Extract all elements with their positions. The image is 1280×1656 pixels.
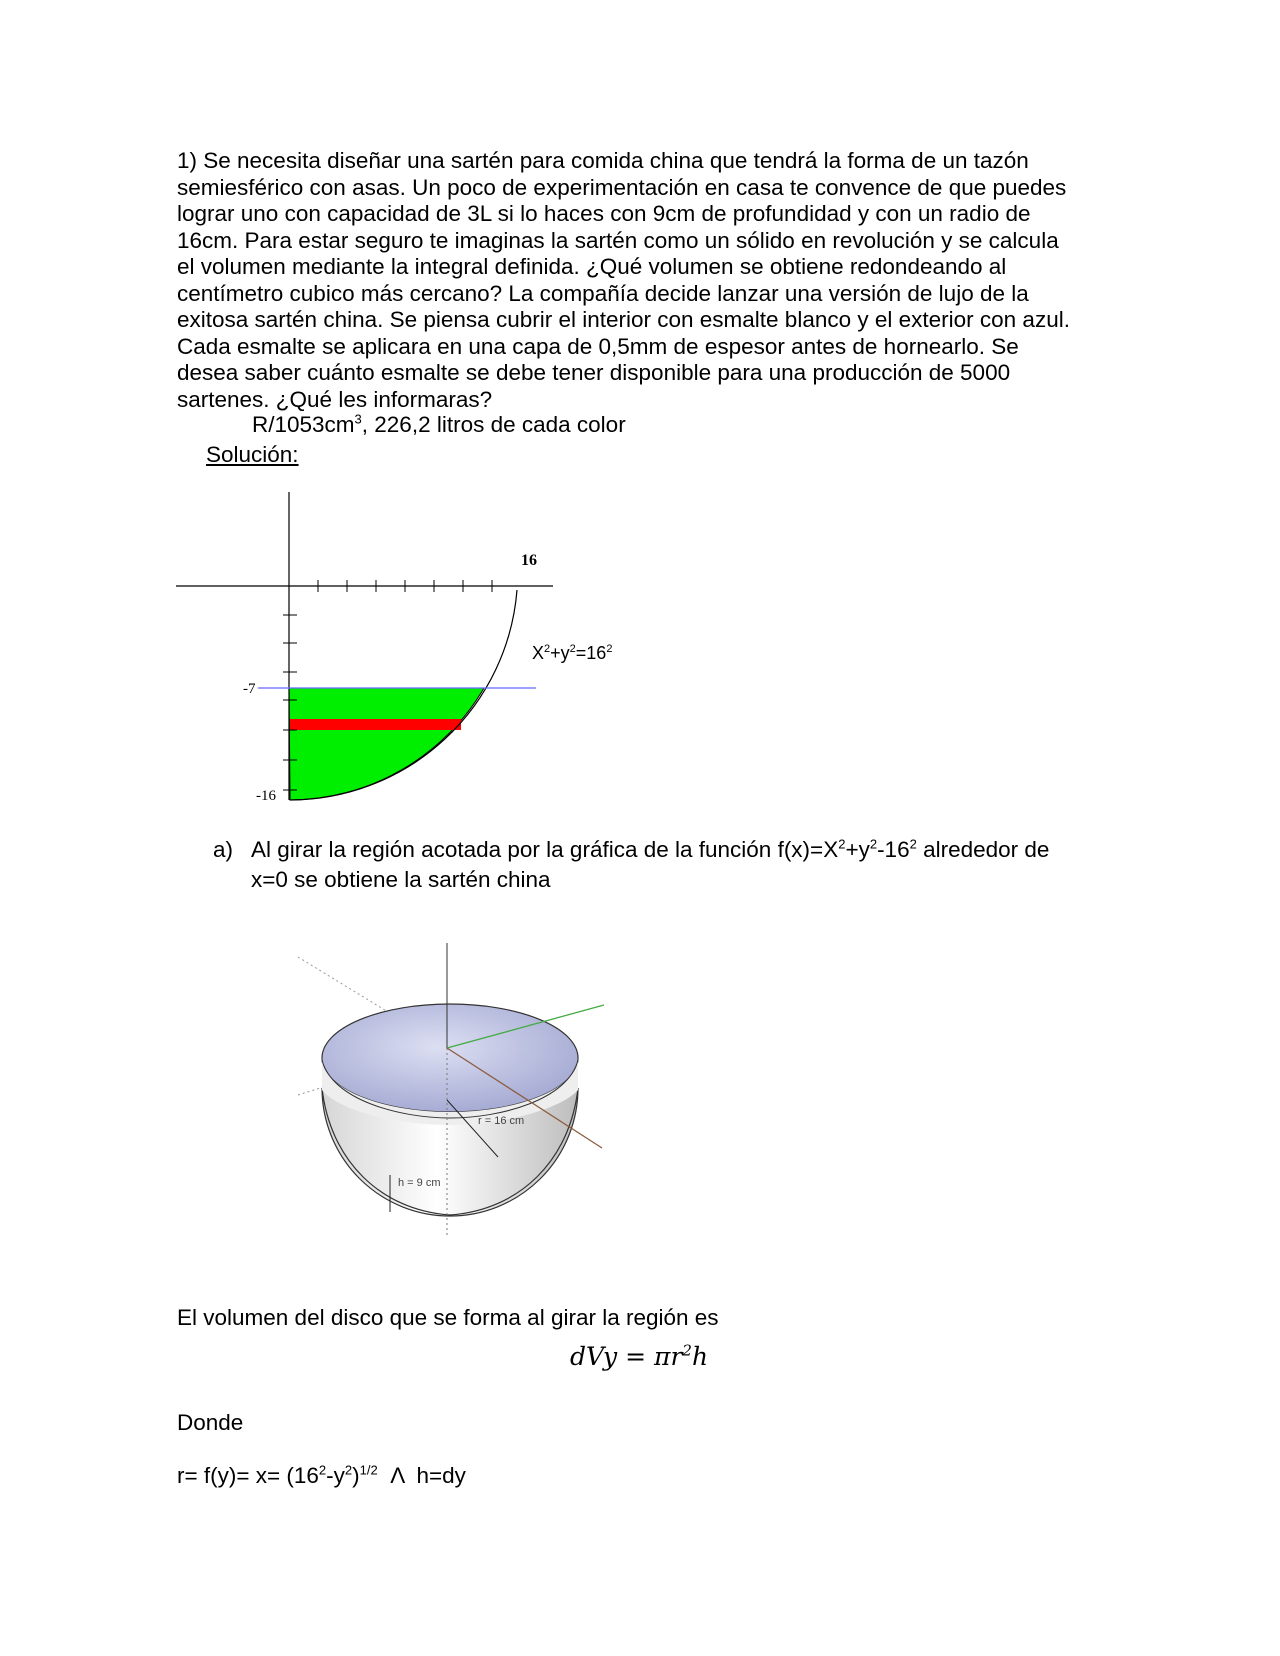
problem-line: Cada esmalte se aplicara en una capa de 0,5mm de espesor antes de hornearlo. Se <box>177 333 1019 359</box>
donde-label: Donde <box>177 1410 244 1435</box>
problem-line: 1) Se necesita diseñar una sartén para comida china que tendrá la forma de un tazón <box>177 148 1029 173</box>
problem-line: semiesférico con asas. Un poco de experimentación en casa te convence de que puedes <box>177 174 1067 200</box>
answer-sup: 3 <box>354 411 362 427</box>
problem-line: 16cm. Para estar seguro te imaginas la sartén como un sólido en revolución y se calcula <box>177 227 1059 253</box>
problem-line: centímetro cubico más cercano? La compañía decide lanzar una versión de lujo de la <box>177 280 1029 306</box>
label-neg7: -7 <box>243 681 256 697</box>
r-definition: $r= f(y)= x= (16^2-y^2)^{1/2}$ Λ h=dy <box>177 1462 466 1488</box>
radius-label: r = 16 cm <box>478 1115 525 1127</box>
solution-label: Solución: <box>206 442 299 467</box>
label-16: 16 <box>521 552 537 569</box>
answer-line <box>252 412 626 438</box>
problem-line: exitosa sartén china. Se piensa cubrir el interior con esmalte blanco y el exterior con azul. <box>177 307 1070 332</box>
circle-equation: $X^2+y^2=16^2$ <box>532 643 613 663</box>
height-label: h = 9 cm <box>398 1177 441 1189</box>
region-graph <box>176 492 636 812</box>
bowl-illustration <box>290 935 610 1235</box>
problem-line: sartenes. ¿Qué les informaras? <box>177 386 493 412</box>
item-a-line-1: Al girar la región acotada por la gráfica de la función $f(x)=X^2+y^2-16^2$ alrededor de <box>251 836 1050 862</box>
bowl-rim <box>322 1004 578 1112</box>
item-a-label: a) <box>213 837 234 862</box>
problem-line: desea saber cuánto esmalte se debe tener disponible para una producción de 5000 <box>177 360 1011 385</box>
volume-formula: dVy = $\pi r^2h$ <box>570 1341 709 1371</box>
problem-statement <box>177 148 1107 413</box>
disk-strip <box>290 719 461 730</box>
problem-line: lograr uno con capacidad de 3L si lo haces con 9cm de profundidad y con un radio de <box>177 201 1031 226</box>
item-a-text <box>251 835 1131 895</box>
shaded-region <box>289 688 484 800</box>
item-a-line-2: x=0 se obtiene la sartén china <box>251 867 551 892</box>
volume-text: El volumen del disco que se forma al girar la región es <box>177 1305 719 1330</box>
answer-suffix: , 226,2 litros de cada color <box>361 412 626 437</box>
answer-prefix: R/1053cm <box>252 412 355 437</box>
label-neg16: -16 <box>256 788 276 804</box>
problem-line: el volumen mediante la integral definida. ¿Qué volumen se obtiene redondeando al <box>177 254 1007 279</box>
